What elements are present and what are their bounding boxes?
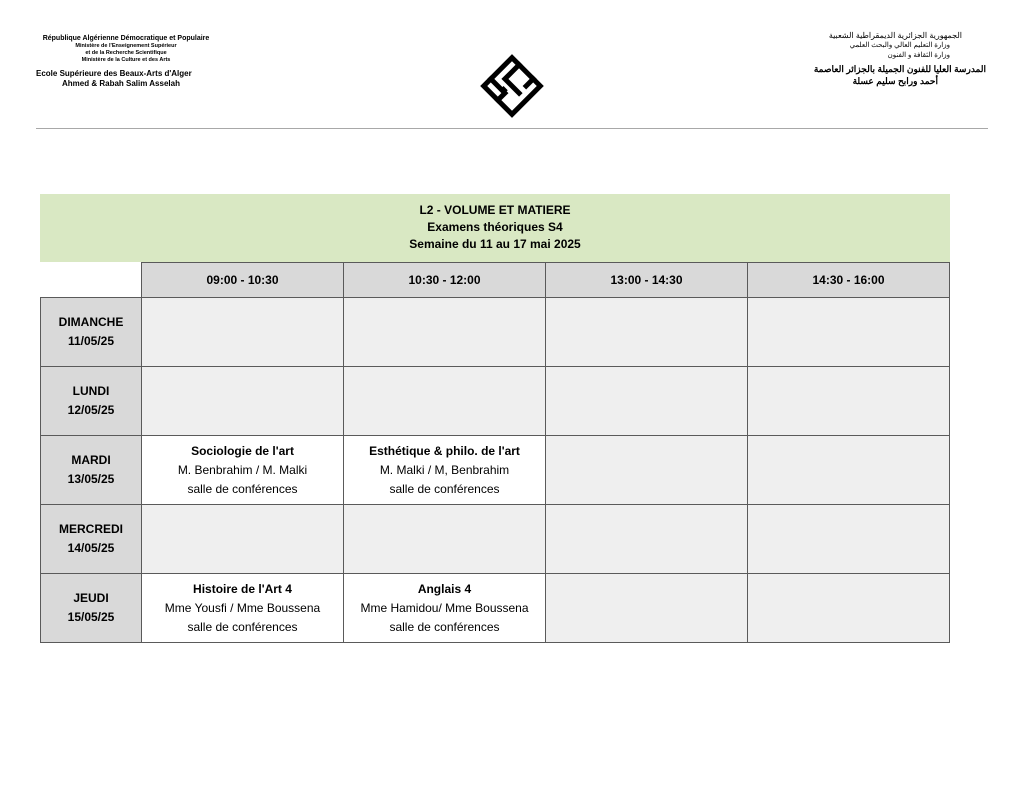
ministry-higher-ed-fr-2: et de la Recherche Scientifique bbox=[85, 50, 167, 56]
day-date: 14/05/25 bbox=[67, 541, 115, 555]
header-left bbox=[36, 34, 216, 89]
day-name: LUNDI bbox=[72, 384, 110, 398]
empty-slot-cell bbox=[344, 505, 546, 574]
day-header-cell bbox=[41, 436, 142, 505]
empty-slot-cell bbox=[546, 574, 748, 643]
empty-slot-cell bbox=[546, 436, 748, 505]
time-slot-header: 13:00 - 14:30 bbox=[546, 263, 748, 298]
school-name-ar: المدرسة العليا للفنون الجميلة بالجزائر العاصمة bbox=[813, 64, 986, 74]
empty-slot-cell bbox=[142, 505, 344, 574]
empty-slot-cell bbox=[142, 298, 344, 367]
exam-cell bbox=[142, 436, 344, 505]
empty-slot-cell bbox=[748, 367, 950, 436]
day-date: 12/05/25 bbox=[67, 403, 115, 417]
day-name: MERCREDI bbox=[58, 522, 123, 536]
school-named-after-ar: أحمد ورابح سليم عسلة bbox=[852, 76, 938, 86]
empty-slot-cell bbox=[344, 298, 546, 367]
school-named-after-fr: Ahmed & Rabah Salim Asselah bbox=[62, 79, 180, 88]
time-slot-header: 14:30 - 16:00 bbox=[748, 263, 950, 298]
table-row bbox=[41, 367, 950, 436]
day-name: JEUDI bbox=[73, 591, 109, 605]
ministry-culture-ar: وزارة الثقافة و الفنون bbox=[887, 52, 950, 59]
schedule-title: L2 - VOLUME ET MATIERE bbox=[419, 203, 571, 217]
table-row bbox=[41, 298, 950, 367]
ministry-higher-ed-ar: وزارة التعليم العالي والبحث العلمي bbox=[849, 42, 950, 49]
schedule-body bbox=[41, 298, 950, 643]
day-header-cell bbox=[41, 574, 142, 643]
exam-teachers: Mme Yousfi / Mme Boussena bbox=[164, 600, 321, 615]
corner-cell bbox=[41, 263, 142, 298]
header-right bbox=[806, 30, 986, 87]
day-date: 15/05/25 bbox=[67, 610, 115, 624]
time-slot-header: 10:30 - 12:00 bbox=[344, 263, 546, 298]
exam-room: salle de conférences bbox=[187, 619, 298, 634]
empty-slot-cell bbox=[546, 367, 748, 436]
empty-slot-cell bbox=[748, 298, 950, 367]
schedule-week: Semaine du 11 au 17 mai 2025 bbox=[409, 237, 581, 251]
schedule-subtitle: Examens théoriques S4 bbox=[427, 220, 563, 234]
exam-room: salle de conférences bbox=[389, 619, 500, 634]
republic-fr: République Algérienne Démocratique et Populaire bbox=[42, 35, 210, 42]
day-header-cell bbox=[41, 367, 142, 436]
day-header-cell bbox=[41, 298, 142, 367]
day-name: DIMANCHE bbox=[58, 315, 124, 329]
ministry-culture-fr: Ministère de la Culture et des Arts bbox=[81, 57, 171, 63]
exam-room: salle de conférences bbox=[187, 481, 298, 496]
table-row bbox=[41, 574, 950, 643]
empty-slot-cell bbox=[344, 367, 546, 436]
empty-slot-cell bbox=[748, 505, 950, 574]
empty-slot-cell bbox=[748, 436, 950, 505]
exam-teachers: Mme Hamidou/ Mme Boussena bbox=[360, 600, 529, 615]
schedule-title-band bbox=[40, 194, 950, 262]
exam-cell bbox=[344, 574, 546, 643]
empty-slot-cell bbox=[748, 574, 950, 643]
exam-teachers: M. Malki / M, Benbrahim bbox=[379, 462, 510, 477]
table-row bbox=[41, 505, 950, 574]
school-name-fr: Ecole Supérieure des Beaux-Arts d'Alger bbox=[36, 69, 192, 78]
exam-teachers: M. Benbrahim / M. Malki bbox=[177, 462, 308, 477]
school-logo-icon bbox=[478, 52, 546, 120]
exam-cell bbox=[142, 574, 344, 643]
ministry-higher-ed-fr-1: Ministère de l'Enseignement Supérieur bbox=[75, 43, 177, 49]
exam-room: salle de conférences bbox=[389, 481, 500, 496]
exam-cell bbox=[344, 436, 546, 505]
exam-course: Esthétique & philo. de l'art bbox=[369, 443, 520, 458]
exam-course: Sociologie de l'art bbox=[191, 443, 294, 458]
day-header-cell bbox=[41, 505, 142, 574]
empty-slot-cell bbox=[546, 298, 748, 367]
empty-slot-cell bbox=[546, 505, 748, 574]
exam-course: Histoire de l'Art 4 bbox=[193, 581, 292, 596]
table-row bbox=[41, 436, 950, 505]
exam-course: Anglais 4 bbox=[417, 581, 472, 596]
time-slot-header: 09:00 - 10:30 bbox=[142, 263, 344, 298]
day-date: 13/05/25 bbox=[67, 472, 115, 486]
header-divider bbox=[36, 128, 988, 129]
day-name: MARDI bbox=[71, 453, 111, 467]
republic-ar: الجمهورية الجزائرية الديمقراطية الشعبية bbox=[828, 31, 962, 40]
time-slot-header-row bbox=[41, 263, 950, 298]
day-date: 11/05/25 bbox=[67, 334, 115, 348]
exam-schedule-table bbox=[40, 262, 950, 643]
empty-slot-cell bbox=[142, 367, 344, 436]
